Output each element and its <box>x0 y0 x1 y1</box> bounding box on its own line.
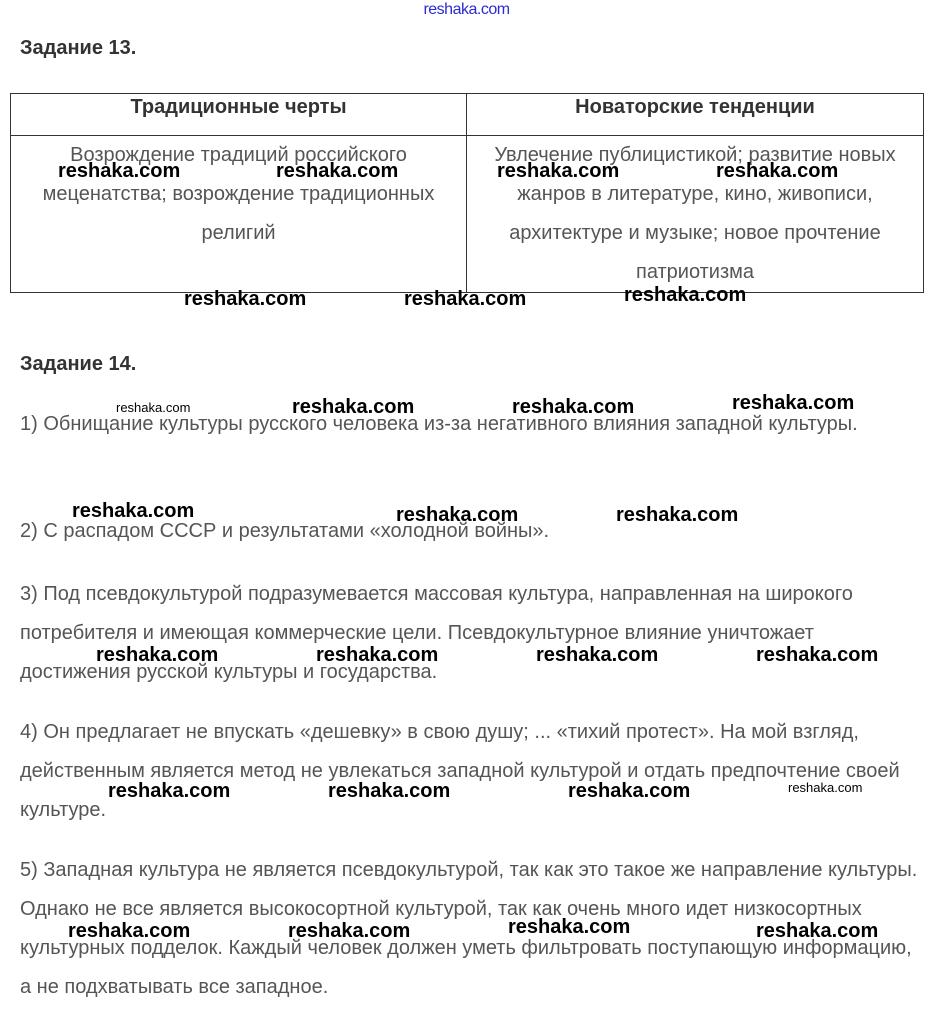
task-13-table <box>10 93 924 293</box>
cell-traditional: Возрождение традиций российского меценатства; возрождение традиционных религий <box>11 136 467 293</box>
watermark: reshaka.com <box>108 780 231 802</box>
watermark: reshaka.com <box>396 504 519 526</box>
watermark: reshaka.com <box>732 392 855 414</box>
watermark: reshaka.com <box>68 920 191 942</box>
watermark: reshaka.com <box>316 644 439 666</box>
task-14-title: Задание 14. <box>20 353 137 375</box>
watermark: reshaka.com <box>404 288 527 310</box>
watermark: reshaka.com <box>72 500 195 522</box>
watermark: reshaka.com <box>508 916 631 938</box>
answer-4: 4) Он предлагает не впускать «дешевку» в свою душу; ... «тихий протест». На мой взгляд, действенным является метод не увлекаться западной культурой и отдать предпочтение своей культуре. <box>20 721 900 821</box>
watermark: reshaka.com <box>756 920 879 942</box>
answer-5: 5) Западная культура не является псевдокультурой, так как это такое же направление культуры. Однако не все является высокосортной культурой, так как очень много идет низкосортных культурных подделок. Каждый человек должен уметь фильтровать поступающую информацию, а не подхватывать все западное. <box>20 859 918 998</box>
header-innovative: Новаторские тенденции <box>467 94 924 136</box>
watermark: reshaka.com <box>716 160 839 182</box>
watermark: reshaka.com <box>292 396 415 418</box>
cell-innovative: Увлечение публицистикой; развитие новых жанров в литературе, кино, живописи, архитектуре и музыке; новое прочтение патриотизма <box>467 136 924 293</box>
watermark: reshaka.com <box>536 644 659 666</box>
answer-2: 2) С распадом СССР и результатами «холодной войны». <box>20 520 550 542</box>
task-13-title: Задание 13. <box>20 37 137 59</box>
watermark: reshaka.com <box>288 920 411 942</box>
watermark: reshaka.com <box>184 288 307 310</box>
answer-1: 1) Обнищание культуры русского человека из-за негативного влияния западной культуры. <box>20 413 858 435</box>
watermark: reshaka.com <box>624 284 747 306</box>
site-logo[interactable]: reshaka.com <box>423 1 510 18</box>
watermark: reshaka.com <box>116 400 191 415</box>
watermark: reshaka.com <box>568 780 691 802</box>
table-header-row <box>11 94 924 136</box>
watermark: reshaka.com <box>616 504 739 526</box>
watermark: reshaka.com <box>788 780 863 795</box>
watermark: reshaka.com <box>328 780 451 802</box>
watermark: reshaka.com <box>497 160 620 182</box>
watermark: reshaka.com <box>756 644 879 666</box>
header-traditional: Традиционные черты <box>11 94 467 136</box>
watermark: reshaka.com <box>512 396 635 418</box>
answer-3: 3) Под псевдокультурой подразумевается массовая культура, направленная на широкого потребителя и имеющая коммерческие цели. Псевдокультурное влияние уничтожает достижения русской культуры и государства. <box>20 583 853 683</box>
watermark: reshaka.com <box>276 160 399 182</box>
watermark: reshaka.com <box>58 160 181 182</box>
watermark: reshaka.com <box>96 644 219 666</box>
